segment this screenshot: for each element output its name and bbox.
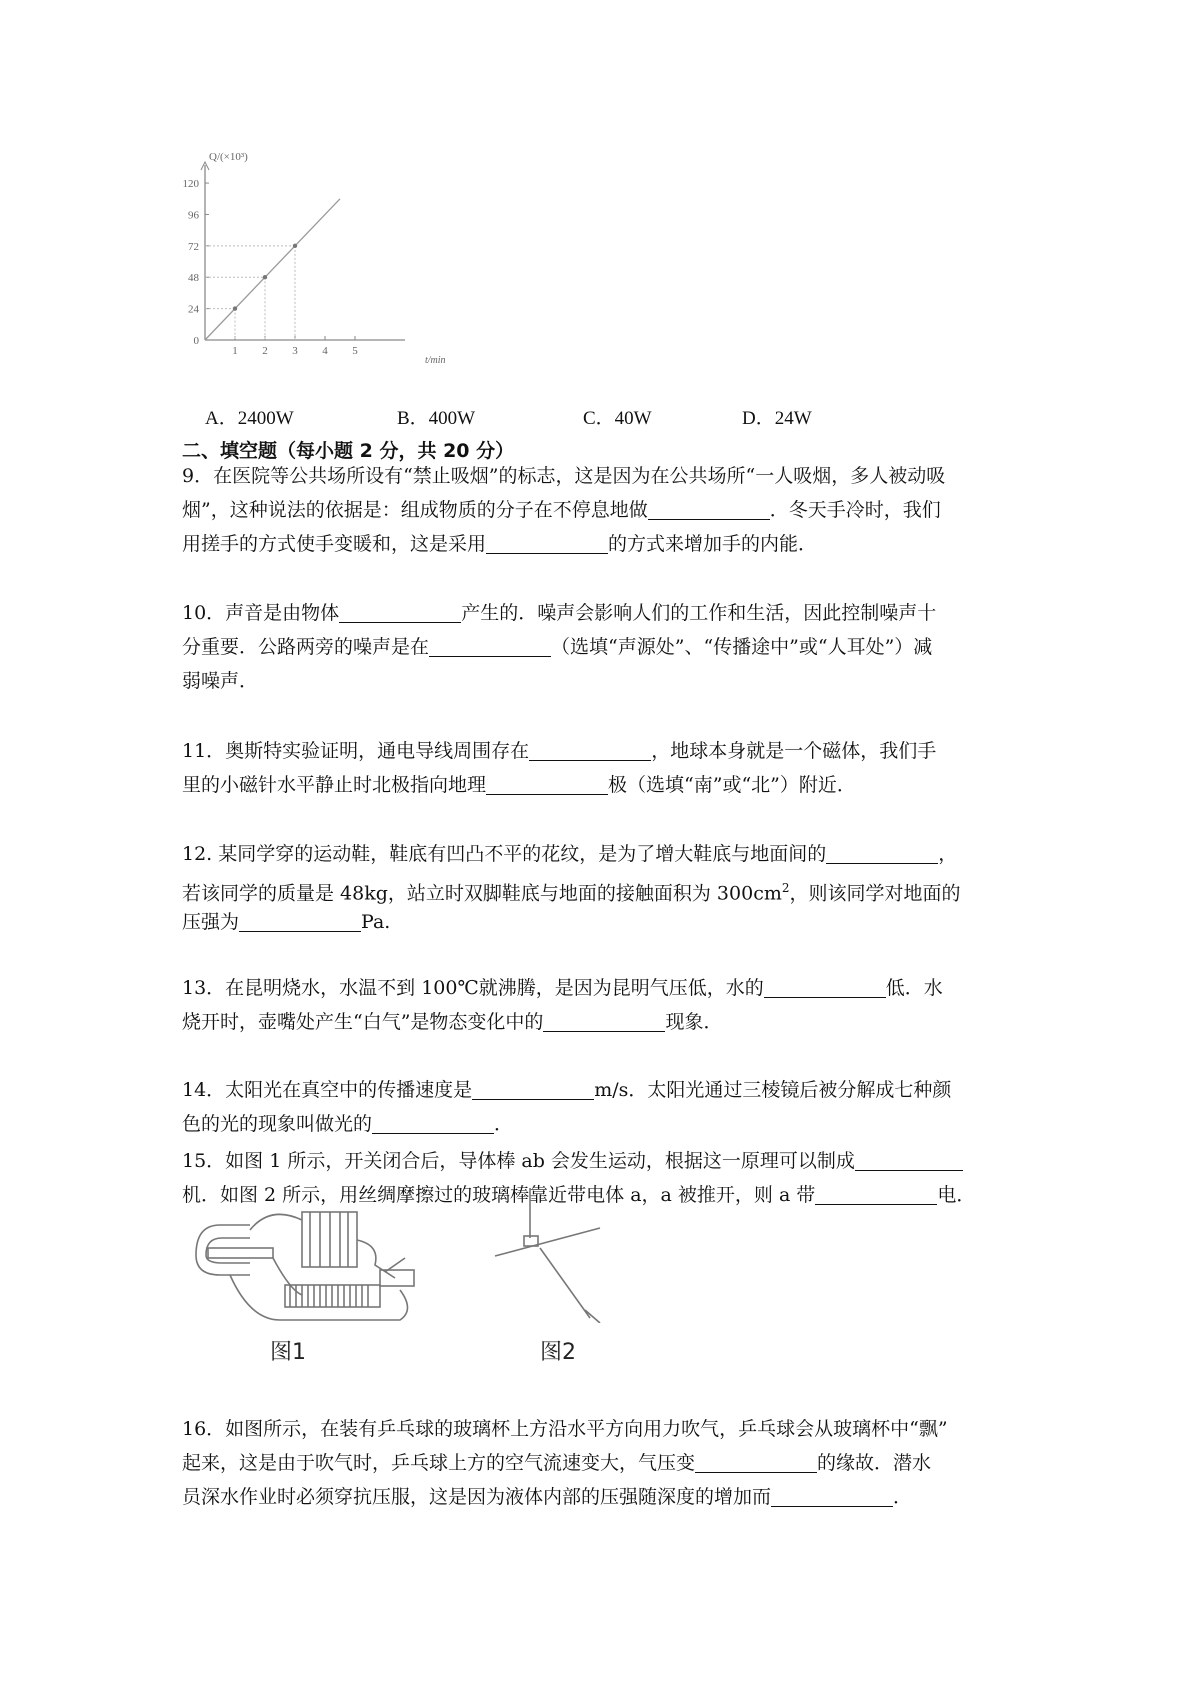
q14-line-1 — [182, 1073, 1027, 1107]
q16-line-3 — [182, 1480, 1027, 1514]
q10-blank-1[interactable] — [339, 600, 461, 623]
chart-data-point — [293, 244, 297, 248]
option-c[interactable]: C．40W — [583, 408, 652, 429]
chart-axes — [201, 162, 405, 340]
q13-blank-1[interactable] — [764, 975, 886, 998]
q16-text: 员深水作业时必须穿抗压服，这是因为液体内部的压强随深度的增加而 — [182, 1486, 772, 1508]
q11-line-2 — [182, 768, 1027, 802]
q15-text: 机．如图 2 所示，用丝绸摩擦过的玻璃棒靠近带电体 a，a 被推开，则 a 带 — [182, 1184, 816, 1206]
q16-line-1: 16．如图所示，在装有乒乓球的玻璃杯上方沿水平方向用力吹气，乒乓球会从玻璃杯中“飘” — [182, 1418, 948, 1440]
q9-text: 烟”，这种说法的依据是：组成物质的分子在不停息地做 — [182, 499, 648, 521]
q16-text: ． — [893, 1486, 913, 1508]
q15-line-1 — [182, 1144, 1027, 1178]
q16-text: 的缘故．潜水 — [817, 1452, 932, 1474]
q15-text: 电． — [937, 1184, 976, 1206]
answer-options — [205, 403, 925, 433]
q12-line-2 — [182, 871, 1027, 905]
q13-text: 13．在昆明烧水，水温不到 100℃就沸腾，是因为昆明气压低，水的 — [182, 977, 764, 999]
q14-text: ． — [494, 1113, 514, 1135]
figure-1-label: 图1 — [270, 1340, 306, 1365]
q12-line-1 — [182, 837, 1027, 871]
q13-text: 现象． — [665, 1011, 723, 1033]
q14-text: m/s．太阳光通过三棱镜后被分解成七种颜 — [594, 1079, 952, 1101]
chart-xlabel: t/min — [425, 355, 446, 366]
q12-text: 压强为 — [182, 911, 240, 933]
q10-line-3: 弱噪声． — [182, 670, 259, 692]
q16-blank-1[interactable] — [695, 1450, 817, 1473]
q16-blank-2[interactable] — [771, 1484, 893, 1507]
chart-x-tick-label: 4 — [322, 345, 328, 357]
heat-time-chart — [175, 150, 465, 390]
q13-line-1 — [182, 971, 1027, 1005]
chart-x-tick-label: 1 — [232, 345, 238, 357]
option-b[interactable]: B．400W — [397, 408, 476, 429]
chart-ylabel: Q/(×10³) — [209, 151, 248, 163]
q15-blank-1[interactable] — [855, 1148, 963, 1171]
q12-text: ， — [938, 843, 958, 865]
question-12 — [182, 837, 1027, 939]
q13-blank-2[interactable] — [543, 1009, 665, 1032]
q9-line-2 — [182, 493, 1027, 527]
chart-x-tick-label: 5 — [352, 345, 358, 357]
q10-text: 分重要．公路两旁的噪声是在 — [182, 636, 430, 658]
chart-marks — [205, 199, 340, 340]
q9-text: 的方式来增加手的内能． — [608, 533, 818, 555]
question-13 — [182, 971, 1027, 1039]
chart-y-tick-label: 0 — [193, 335, 199, 347]
q12-text: 若该同学的质量是 48kg，站立时双脚鞋底与地面的接触面积为 300cm — [182, 882, 782, 905]
q15-blank-2[interactable] — [815, 1182, 937, 1205]
question-16 — [182, 1412, 1027, 1514]
q13-line-2 — [182, 1005, 1027, 1039]
q10-line-1 — [182, 596, 1027, 630]
figure-2-label: 图2 — [540, 1340, 576, 1365]
q11-blank-2[interactable] — [486, 772, 608, 795]
q9-line-3 — [182, 527, 1027, 561]
chart-data-point — [263, 275, 267, 279]
q11-text: 11．奥斯特实验证明，通电导线周围存在 — [182, 740, 530, 762]
q11-line-1 — [182, 734, 1027, 768]
q14-blank-2[interactable] — [372, 1111, 494, 1134]
q13-text: 低．水 — [885, 977, 943, 999]
q10-blank-2[interactable] — [429, 634, 551, 657]
q11-text: 里的小磁针水平静止时北极指向地理 — [182, 774, 487, 796]
q10-text: 10．声音是由物体 — [182, 602, 340, 624]
q9-text: ．冬天手冷时，我们 — [769, 499, 941, 521]
q11-text: ，地球本身就是一个磁体，我们手 — [651, 740, 937, 762]
q14-text: 色的光的现象叫做光的 — [182, 1113, 373, 1135]
q11-text: 极（选填“南”或“北”）附近． — [608, 774, 856, 796]
question-10 — [182, 596, 1027, 698]
q10-line-2 — [182, 630, 1027, 664]
q13-text: 烧开时，壶嘴处产生“白气”是物态变化中的 — [182, 1011, 544, 1033]
q9-text: 用搓手的方式使手变暖和，这是采用 — [182, 533, 487, 555]
question-9 — [182, 459, 1027, 561]
q14-line-2 — [182, 1107, 1027, 1141]
chart-series-line — [205, 199, 340, 340]
chart-y-tick-label: 72 — [188, 240, 199, 253]
q12-blank-2[interactable] — [239, 909, 361, 932]
figure-row — [190, 1200, 710, 1370]
q12-blank-1[interactable] — [826, 841, 938, 864]
q12-text: 12. 某同学穿的运动鞋，鞋底有凹凸不平的花纹，是为了增大鞋底与地面间的 — [182, 843, 827, 865]
option-a[interactable]: A．2400W — [205, 408, 294, 429]
figure-1-illustration — [190, 1200, 420, 1335]
q14-blank-1[interactable] — [472, 1077, 594, 1100]
option-d[interactable]: D．24W — [742, 408, 812, 429]
q10-text: 产生的．噪声会影响人们的工作和生活，因此控制噪声十 — [461, 602, 937, 624]
q10-text: （选填“声源处”、“传播途中”或“人耳处”）减 — [551, 636, 933, 658]
q11-blank-1[interactable] — [529, 738, 651, 761]
q9-blank-2[interactable] — [486, 531, 608, 554]
q12-text: ，则该同学对地面的 — [789, 882, 961, 905]
q14-text: 14．太阳光在真空中的传播速度是 — [182, 1079, 473, 1101]
chart-data-point — [233, 306, 237, 310]
q16-text: 起来，这是由于吹气时，乒乓球上方的空气流速变大，气压变 — [182, 1452, 696, 1474]
q12-line-3 — [182, 905, 1027, 939]
figure-2-illustration — [490, 1188, 640, 1323]
section-title: 二、填空题（每小题 2 分，共 20 分） — [182, 440, 515, 462]
chart-x-tick-label: 3 — [292, 345, 298, 357]
chart-y-tick-label: 24 — [188, 303, 199, 316]
chart-y-tick-label: 48 — [188, 272, 199, 285]
q12-text: Pa. — [361, 911, 391, 933]
q16-line-2 — [182, 1446, 1027, 1480]
question-11 — [182, 734, 1027, 802]
chart-x-tick-label: 2 — [262, 345, 268, 357]
q9-line-1: 9．在医院等公共场所设有“禁止吸烟”的标志，这是因为在公共场所“一人吸烟，多人被动吸 — [182, 465, 946, 487]
chart-y-tick-label: 96 — [188, 209, 199, 222]
question-14 — [182, 1073, 1027, 1141]
q12-superscript: 2 — [781, 881, 790, 895]
chart-y-tick-label: 120 — [182, 178, 199, 191]
q9-blank-1[interactable] — [648, 497, 770, 520]
chart-ticks — [183, 178, 359, 357]
q15-text: 15．如图 1 所示，开关闭合后，导体棒 ab 会发生运动，根据这一原理可以制成 — [182, 1150, 855, 1172]
